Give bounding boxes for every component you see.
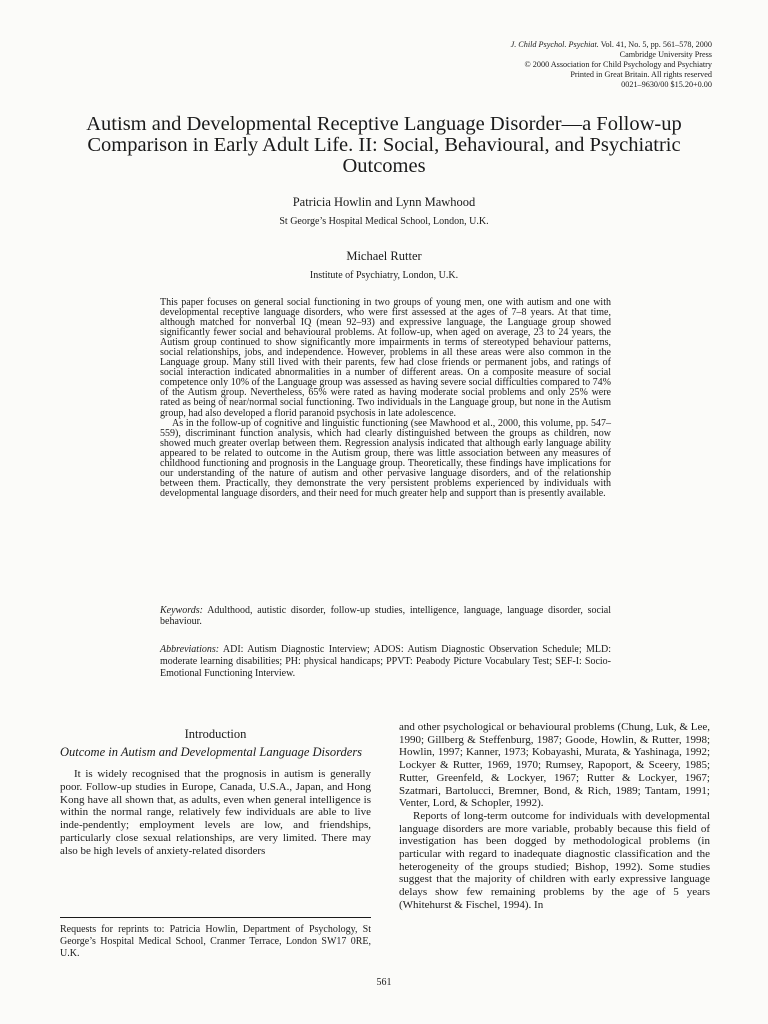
- abbreviations-label: Abbreviations:: [160, 644, 220, 655]
- publisher: Cambridge University Press: [619, 50, 712, 59]
- issn-code: 0021–9630/00 $15.20+0.00: [621, 80, 712, 89]
- keywords-text: Adulthood, autistic disorder, follow-up studies, intelligence, language, language disorder, social behaviour.: [160, 605, 611, 627]
- abstract-paragraph: This paper focuses on general social functioning in two groups of young men, one with autism and one with developmental receptive language disorders, who were first assessed at the ages of 7–8 years. At that time, although matched for nonverbal IQ (mean 92–93) and expressive language, the Language group showed significantly fewer social and behavioural problems. At follow-up, when aged on average, 23 to 24 years, the Autism group continued to show significantly more impairments in terms of stereotyped behaviour patterns, social relationships, jobs, and independence. However, problems in all these areas were also common in the Language group. Many still lived with their parents, few had close friends or permanent jobs, and ratings of social interaction indicated abnormalities in a number of different areas. On a composite measure of social competence only 10% of the Language group was assessed as having severe social difficulties compared to 74% of the Autism group. Nevertheless, 65% were rated as having moderate social problems and only 25% were rated as being of near/normal social functioning. Two individuals in the Language group, but none in the Autism group, had also developed a florid paranoid psychosis in late adolescence.: [160, 297, 611, 419]
- page-number: 561: [376, 977, 392, 988]
- author-block-1: [0, 195, 768, 228]
- author-affiliation: St George’s Hospital Medical School, London, U.K.: [279, 216, 489, 227]
- printed-notice: Printed in Great Britain. All rights reserved: [570, 70, 712, 79]
- keywords-label: Keywords:: [160, 605, 203, 616]
- body-paragraph: and other psychological or behavioural problems (Chung, Luk, & Lee, 1990; Gillberg & Steffenburg, 1987; Goode, Howlin, & Rutter, 1998; Howlin, 1997; Kanner, 1973; Kobayashi, Murata, & Yashinaga, 1992; Lockyer & Rutter, 1969, 1970; Rumsey, Rapoport, & Sceery, 1985; Rutter, Greenfeld, & Lockyer, 1967; Rutter & Lockyer, 1967; Szatmari, Bartolucci, Bremner, Bond, & Rich, 1989; Tantam, 1991; Venter, Lord, & Schopler, 1992).: [399, 721, 710, 810]
- subsection-heading: Outcome in Autism and Developmental Language Disorders: [60, 745, 363, 759]
- copyright-notice: © 2000 Association for Child Psychology and Psychiatry: [524, 60, 712, 69]
- section-heading: Introduction: [184, 727, 247, 741]
- author-affiliation: Institute of Psychiatry, London, U.K.: [309, 270, 459, 281]
- journal-header: [372, 40, 712, 90]
- author-names: Patricia Howlin and Lynn Mawhood: [292, 195, 476, 209]
- journal-citation: Vol. 41, No. 5, pp. 561–578, 2000: [600, 40, 712, 49]
- title-line-3: Outcomes: [342, 155, 426, 177]
- right-column: [399, 721, 710, 912]
- abstract: [160, 298, 611, 499]
- abbreviations: [160, 644, 611, 680]
- title-line-2: Comparison in Early Adult Life. II: Social, Behavioural, and Psychiatric: [87, 134, 681, 156]
- body-paragraph: It is widely recognised that the prognosis in autism is generally poor. Follow-up studies in Europe, Canada, U.S.A., Japan, and Hong Kong have all shown that, as adults, even when general intelligence is within the normal range, relatively few individuals are able to live inde-pendently; employment levels are low, and friendships, particularly close sexual relationships, are very limited. There may also be high levels of anxiety-related disorders: [60, 768, 371, 857]
- body-paragraph: Reports of long-term outcome for individuals with developmental language disorders are more variable, probably because this field of investigation has been dogged by methodological problems (in particular with regard to inadequate diagnostic classification and the heterogeneity of the groups studied; Bishop, 1992). Some studies suggest that the majority of children with early expressive language delays show few remaining problems by the age of 5 years (Whitehurst & Fischel, 1994). In: [399, 809, 710, 911]
- abstract-paragraph: As in the follow-up of cognitive and linguistic functioning (see Mawhood et al., 2000, this volume, pp. 547–559), discriminant function analysis, which had clearly distinguished between the groups as children, now showed much greater overlap between them. Regression analysis indicated that although early language ability appeared to be related to outcome in the Autism group, there was little association between any measures of childhood functioning and prognosis in the Language group. Theoretically, these findings have implications for our understanding of the nature of autism and other pervasive language disorders, and of the relationship between them. Practically, they demonstrate the very persistent problems experienced by individuals with developmental language disorders, and their need for much greater help and support than is presently available.: [160, 417, 611, 499]
- keywords: [160, 605, 611, 627]
- author-names: Michael Rutter: [346, 249, 422, 263]
- title-line-1: Autism and Developmental Receptive Language Disorder—a Follow-up: [86, 113, 682, 135]
- author-block-2: [0, 249, 768, 282]
- left-column: [60, 727, 371, 858]
- article-title: [40, 114, 728, 177]
- reprint-footnote: Requests for reprints to: Patricia Howlin, Department of Psychology, St George’s Hospital Medical School, Cranmer Terrace, London SW17 0RE, U.K.: [60, 924, 371, 959]
- footnote-divider: [60, 917, 371, 918]
- journal-name: J. Child Psychol. Psychiat.: [510, 40, 599, 49]
- abbreviations-text: ADI: Autism Diagnostic Interview; ADOS: Autism Diagnostic Observation Schedule; MLD: moderate learning disabilities; PH: physical handicaps; PPVT: Peabody Picture Vocabulary Test; SEF-I: Socio-Emotional Functioning Interview.: [160, 644, 611, 679]
